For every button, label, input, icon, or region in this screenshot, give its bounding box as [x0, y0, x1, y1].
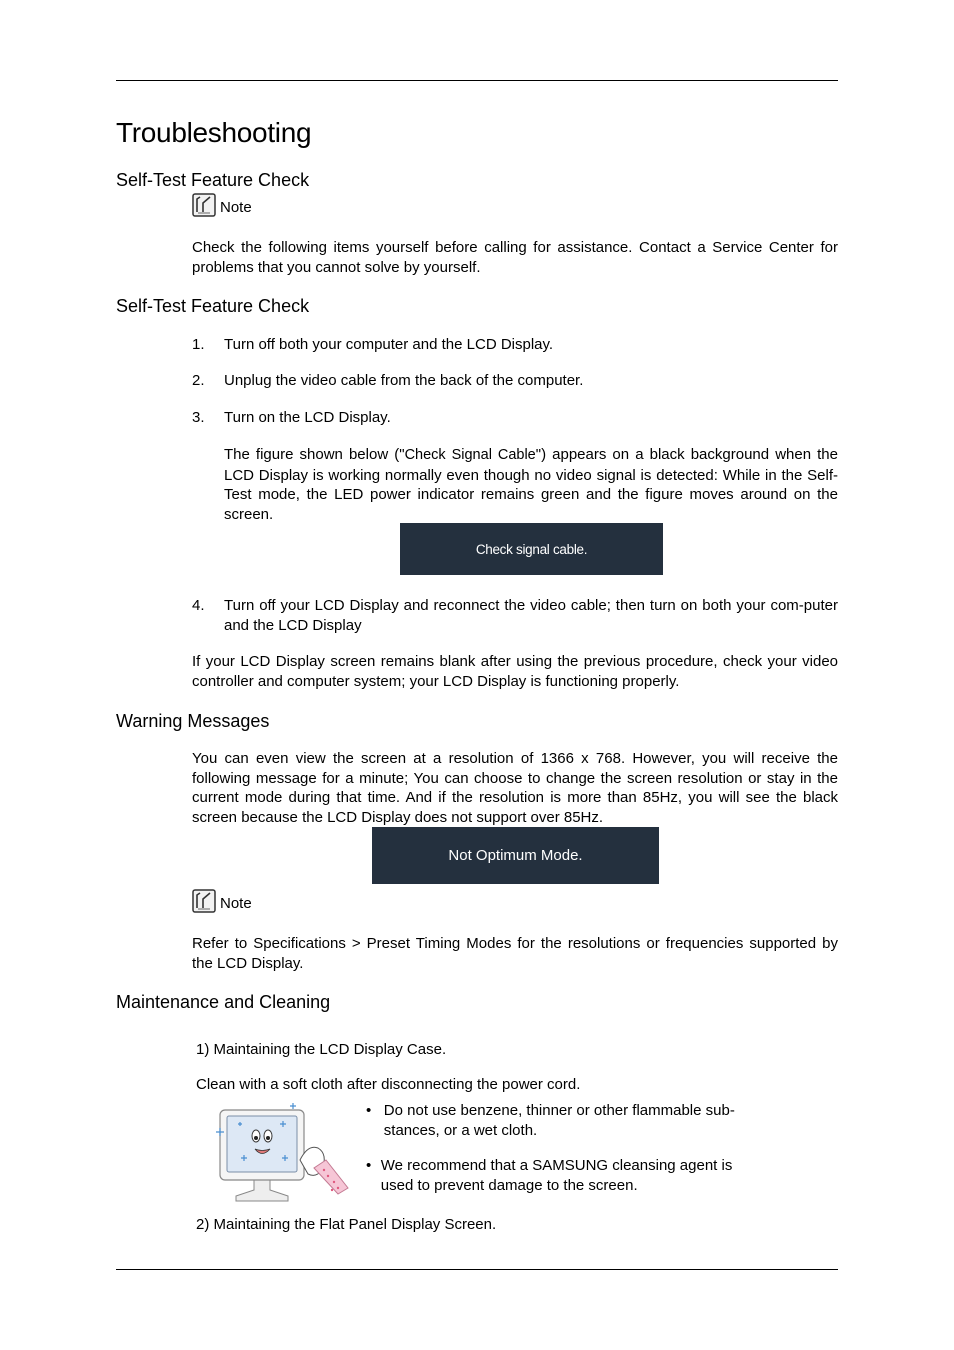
bullet-text: Do not use benzene, thinner or other flammable sub-stances, or a wet cloth.: [383, 1102, 735, 1139]
list-number: 4.: [192, 597, 205, 614]
maintenance-item-1: 1) Maintaining the LCD Display Case.: [196, 1041, 447, 1058]
note-label: Note: [220, 895, 252, 912]
list-item: [192, 371, 838, 391]
note-icon: [192, 889, 216, 913]
list-number: 2.: [192, 372, 205, 389]
list-number: 3.: [192, 409, 205, 426]
section-heading-maintenance: Maintenance and Cleaning: [116, 992, 331, 1012]
note-text: Check the following items yourself before calling for assistance. Contact a Service Center for problems that you cannot solve by yourself.: [192, 239, 838, 276]
list-text: Unplug the video cable from the back of the computer.: [224, 372, 584, 389]
not-optimum-screen: [372, 827, 659, 884]
bottom-rule: [116, 1269, 838, 1270]
note-text: Refer to Specifications > Preset Timing Modes for the resolutions or frequencies supported by the LCD Display.: [192, 935, 838, 972]
note-icon: [192, 193, 216, 217]
note-label: Note: [220, 199, 252, 216]
list-item: [192, 335, 838, 355]
list-item: [366, 1156, 758, 1195]
closing-text: If your LCD Display screen remains blank after using the previous procedure, check your video controller and computer system; your LCD Display is functioning properly.: [192, 653, 838, 690]
bullet-dot: •: [366, 1102, 372, 1119]
figure-text-before: The figure shown below (": [224, 446, 405, 463]
maintenance-item-2: 2) Maintaining the Flat Panel Display Screen.: [196, 1216, 497, 1233]
screen-message: Not Optimum Mode.: [448, 847, 583, 864]
list-item: [192, 408, 838, 428]
top-rule: [116, 80, 838, 81]
check-signal-screen: [400, 523, 663, 575]
maintenance-item-1-text: Clean with a soft cloth after disconnecting the power cord.: [196, 1076, 581, 1093]
warning-text: You can even view the screen at a resolution of 1366 x 768. However, you will receive the following message for a minute; You can choose to change the screen resolution or stay in the current mode during that time. And if the resolution is more than 85Hz, you will see the black screen because the LCD Display does not support over 85Hz.: [192, 750, 838, 826]
list-text: Turn on the LCD Display.: [224, 409, 391, 426]
figure-text-highlight: Check Signal Cable: [404, 447, 536, 463]
section-heading-warning-messages: Warning Messages: [116, 711, 270, 731]
figure-text-after: ") appears on a black background when the LCD Display is working normally even though no video signal is detected: While in the Self-Test mode, the LED power indicator remains green and the figure moves around on the screen.: [224, 446, 838, 523]
section-heading-self-test-steps: Self-Test Feature Check: [116, 296, 310, 316]
bullet-dot: •: [366, 1157, 372, 1174]
list-text: Turn off both your computer and the LCD Display.: [224, 336, 554, 353]
note-block: [192, 889, 252, 913]
bullet-text: We recommend that a SAMSUNG cleansing agent is used to prevent damage to the screen.: [380, 1157, 733, 1194]
section-heading-self-test: Self-Test Feature Check: [116, 170, 310, 190]
note-block: [192, 193, 252, 217]
monitor-cleaning-illustration: [210, 1102, 352, 1206]
screen-message: Check signal cable.: [475, 541, 588, 557]
list-item: [192, 596, 838, 635]
figure-description: [224, 445, 838, 524]
list-text: Turn off your LCD Display and reconnect the video cable; then turn on both your com-puter and the LCD Display: [224, 597, 838, 634]
page-title: Troubleshooting: [116, 117, 312, 148]
list-item: [366, 1101, 758, 1140]
list-number: 1.: [192, 336, 205, 353]
